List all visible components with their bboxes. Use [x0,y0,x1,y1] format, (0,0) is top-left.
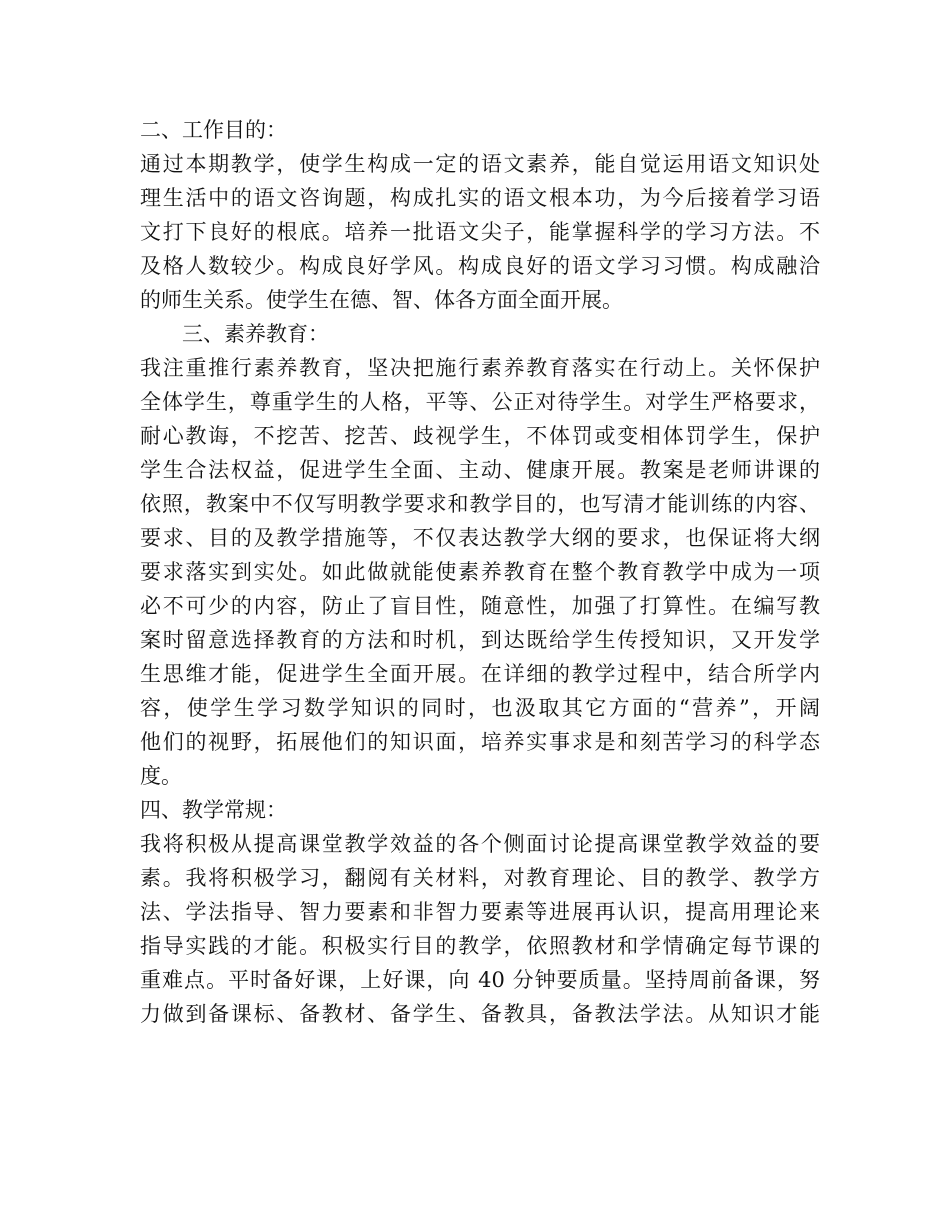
text-line: 通过本期教学，使学生构成一定的语文素养，能自觉运用语文知识处 [140,152,820,176]
text-line: 耐心教诲，不挖苦、挖苦、歧视学生，不体罚或变相体罚学生，保护 [140,424,820,448]
text-line: 的师生关系。使学生在德、智、体各方面全面开展。 [140,288,623,312]
text-line: 度。 [140,764,182,788]
text-line: 文打下良好的根底。培养一批语文尖子，能掌握科学的学习方法。不 [140,220,820,244]
text-line: 要求、目的及教学措施等，不仅表达教学大纲的要求，也保证将大纲 [140,526,820,550]
text-line: 力做到备课标、备教材、备学生、备教具，备教法学法。从知识才能 [140,1002,820,1026]
text-line: 法、学法指导、智力要素和非智力要素等进展再认识，提高用理论来 [140,900,820,924]
text-line: 重难点。平时备好课，上好课，向 40 分钟要质量。坚持周前备课，努 [140,968,820,992]
text-line: 他们的视野，拓展他们的知识面，培养实事求是和刻苦学习的科学态 [140,730,820,754]
text-line: 生思维才能，促进学生全面开展。在详细的教学过程中，结合所学内 [140,662,820,686]
text-line: 素。我将积极学习，翻阅有关材料，对教育理论、目的教学、教学方 [140,866,820,890]
text-line: 我将积极从提高课堂教学效益的各个侧面讨论提高课堂教学效益的要 [140,832,820,856]
text-line: 及格人数较少。构成良好学风。构成良好的语文学习习惯。构成融洽 [140,254,820,278]
text-line: 要求落实到实处。如此做就能使素养教育在整个教育教学中成为一项 [140,560,820,584]
text-line: 容，使学生学习数学知识的同时，也汲取其它方面的“营养”，开阔 [140,696,820,720]
text-line: 我注重推行素养教育，坚决把施行素养教育落实在行动上。关怀保护 [140,356,820,380]
text-line: 全体学生，尊重学生的人格，平等、公正对待学生。对学生严格要求， [140,390,820,414]
document-page [140,113,820,1031]
text-line: 四、教学常规： [140,798,287,822]
text-line: 案时留意选择教育的方法和时机，到达既给学生传授知识，又开发学 [140,628,820,652]
text-line: 理生活中的语文咨询题，构成扎实的语文根本功，为今后接着学习语 [140,186,820,210]
text-line: 三、素养教育： [182,322,329,346]
text-line: 二、工作目的： [140,118,287,142]
text-line: 必不可少的内容，防止了盲目性，随意性，加强了打算性。在编写教 [140,594,820,618]
text-line: 指导实践的才能。积极实行目的教学，依照教材和学情确定每节课的 [140,934,820,958]
text-line: 依照，教案中不仅写明教学要求和教学目的，也写清才能训练的内容、 [140,492,820,516]
text-line: 学生合法权益，促进学生全面、主动、健康开展。教案是老师讲课的 [140,458,820,482]
